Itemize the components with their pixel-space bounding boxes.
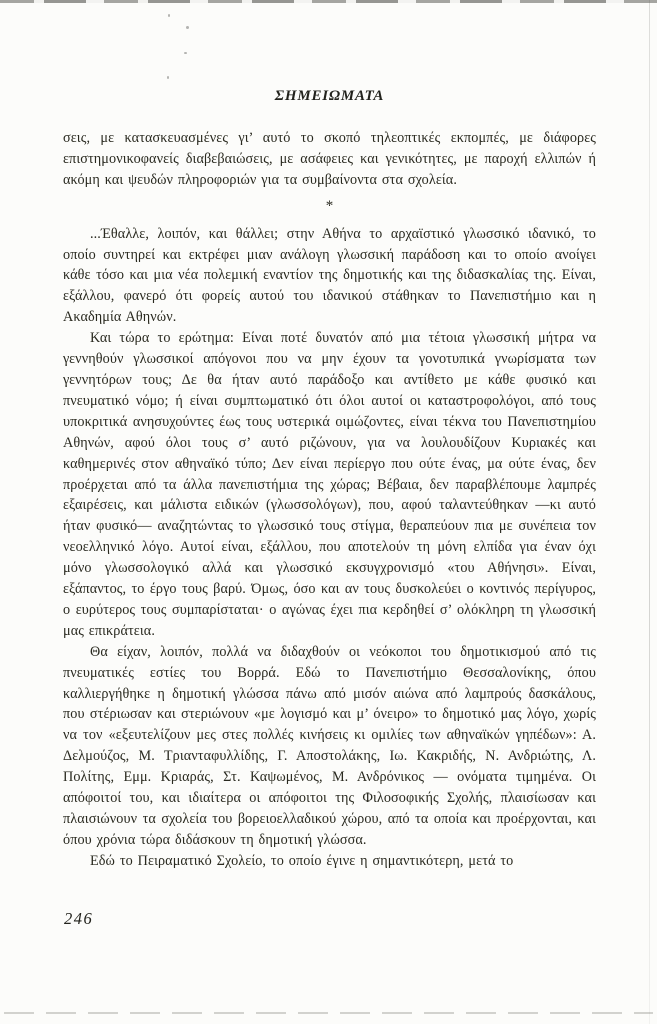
scan-speck <box>184 52 187 54</box>
running-head: ΣΗΜΕΙΩΜΑΤΑ <box>274 88 385 104</box>
scan-speck <box>168 14 170 17</box>
body-paragraph: Και τώρα το ερώτημα: Είναι ποτέ δυνατόν από μια τέτοια γλωσσική μήτρα να γεννηθούν γλωσσικοί απόγονοι που να μην έχουν τα γονοτυπικά γνωρίσματα των γεννητόρων τους; Δε θα ήταν αυτό παράδοξο και αντίθετο με κάθε φυσικό και πνευματικό νόμο; ή είναι συμπτωματικό ότι όλοι αυτοί οι καταστροφολόγοι, από τους υποκριτικά ανησυχούντες έως τους υστερικά οιμώζοντες, είναι τέκνα του Πανεπιστημίου Αθηνών, αφού όλοι τους σ’ αυτό ριζώνουν, για να λουλουδίζουν Κυριακές και καθημερινές στον αθηναϊκό τύπο; Δεν είναι περίεργο που ούτε ένας, μα ούτε ένας, δεν προέρχεται από τα άλλα πανεπιστήμια της χώρας; Βέβαια, δεν παραβλέπουμε λαμπρές εξαιρέσεις, και μάλιστα ειδικών (γλωσσολόγων), που, αφού ταλαντεύθηκαν —κι αυτό ήταν φυσικό— αναζητώντας το γλωσσικό τους στίγμα, θεραπεύουν πια με συνέπεια τον νεοελληνικό λόγο. Αυτοί είναι, εξάλλου, που αποτελούν τη μόνη ελπίδα για έναν όχι μόνο γλωσσολογικό αλλά και γλωσσικό εκσυγχρονισμό «του Αθήνησι». Είναι, εξάπαντος, το έργο τους βαρύ. Όμως, όσο και αν τους δυσκολεύει ο κοντινός περίγυρος, ο ευρύτερος τους συμπαρίσταται· ο αγώνας έχει πια κερδηθεί σ’ ολόκληρη τη γλωσσική μας επικράτεια. <box>63 330 596 639</box>
body-paragraph: Εδώ το Πειραματικό Σχολείο, το οποίο έγινε η σημαντικότερη, μετά το <box>90 852 514 869</box>
scan-edge-right <box>649 0 650 1024</box>
body-paragraph: σεις, με κατασκευασμένες γι’ αυτό το σκοπό τηλεοπτικές εκπομπές, με διάφορες επιστημονικοφανείς διαβεβαιώσεις, με ασάφειες και γενικότητες, με παροχή ελλιπών ή ακόμη και ψευδών πληροφοριών για τα συμβαίνοντα στα σχολεία. <box>63 130 596 188</box>
scan-edge-top <box>0 0 657 3</box>
body-paragraph: ...Έθαλλε, λοιπόν, και θάλλει; στην Αθήνα το αρχαϊστικό γλωσσικό ιδανικό, το οποίο συντηρεί και εκτρέφει μιαν ανάλογη γλωσσική παράδοση και το οποίο ανοίγει κάθε τόσο και μια νέα πολεμική εναντίον της δημοτικής και της διδασκαλίας της. Είναι, εξάλλου, φανερό ότι φορείς αυτού του ιδανικού στάθηκαν το Πανεπιστήμιο και η Ακαδημία Αθηνών. <box>63 225 596 326</box>
scan-edge-bottom <box>4 1012 653 1014</box>
body-paragraph: Θα είχαν, λοιπόν, πολλά να διδαχθούν οι νεόκοποι του δημοτικισμού από τις πνευματικές εστίες του Βορρά. Εδώ το Πανεπιστήμιο Θεσσαλονίκης, όπου καλλιεργήθηκε η δημοτική γλώσσα πάνω από μισόν αιώνα από λαμπρούς δασκάλους, που στέριωσαν και στεριώνουν «με λογισμό και μ’ όνειρο» το δημοτικό μας λόγο, χωρίς να τον «εξευτελίζουν μες στες πολλές κινήσεις κι ομιλίες των αθηναϊκών γηπέδων»: Α. Δελμούζος, Μ. Τριανταφυλλίδης, Γ. Αποστολάκης, Ιω. Κακριδής, Ν. Ανδριώτης, Λ. Πολίτης, Εμμ. Κριαράς, Στ. Καψωμένος, Μ. Ανδρόνικος — ονόματα τιμημένα. Οι απόφοιτοί του, και ιδιαίτερα οι απόφοιτοι της Φιλοσοφικής Σχολής, πλαισίωσαν και πλαισιώνουν τα σχολεία του βορειοελλαδικού χώρου, από τα οποία και προέρχονται, και όπου χρόνια τώρα διδάσκουν τη δημοτική γλώσσα. <box>63 643 596 848</box>
asterisk-separator: * <box>325 197 334 214</box>
page-body <box>63 88 596 872</box>
page-number: 246 <box>64 909 94 928</box>
scan-speck <box>186 26 189 29</box>
text-block <box>63 128 596 872</box>
scan-speck <box>167 76 169 79</box>
